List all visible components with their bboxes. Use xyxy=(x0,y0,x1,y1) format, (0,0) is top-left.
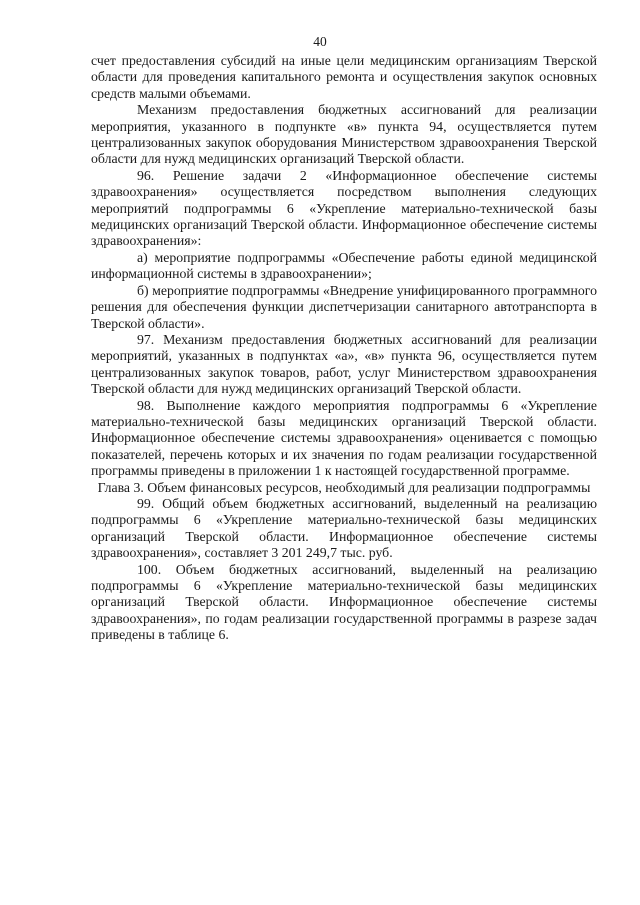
chapter-heading: Глава 3. Объем финансовых ресурсов, необходимый для реализации подпрограммы xyxy=(97,479,591,495)
list-item-b: б) мероприятие подпрограммы «Внедрение унифицированного программного решения для обеспечения функции диспетчеризации санитарного автотранспорта в Тверской области». xyxy=(91,282,597,331)
paragraph-100: 100. Объем бюджетных ассигнований, выделенный на реализацию подпрограммы 6 «Укрепление материально-технической базы медицинских организаций Тверской области. Информационное обеспечение системы здравоохранения», по годам реализации государственной программы в разрезе задач приведены в таблице 6. xyxy=(91,561,597,643)
paragraph-96: 96. Решение задачи 2 «Информационное обеспечение системы здравоохранения» осуществляется посредством выполнения следующих мероприятий подпрограммы 6 «Укрепление материально-технической базы медицинских организаций Тверской области. Информационное обеспечение системы здравоохранения»: xyxy=(91,167,597,249)
paragraph-97: 97. Механизм предоставления бюджетных ассигнований для реализации мероприятий, указанных в подпунктах «а», «в» пункта 96, осуществляется путем централизованных закупок товаров, работ, услуг Министерством здравоохранения Тверской области для нужд медицинских организаций Тверской области. xyxy=(91,331,597,397)
document-body xyxy=(91,53,597,644)
paragraph-98: 98. Выполнение каждого мероприятия подпрограммы 6 «Укрепление материально-технической базы медицинских организаций Тверской области. Информационное обеспечение системы здравоохранения» оценивается с помощью показателей, перечень которых и их значения по годам реализации государственной программы приведены в приложении 1 к настоящей государственной программе. xyxy=(91,397,597,479)
page-number: 40 xyxy=(313,34,327,49)
list-item-a: а) мероприятие подпрограммы «Обеспечение работы единой медицинской информационной системы в здравоохранении»; xyxy=(91,249,597,282)
paragraph-continuation: счет предоставления субсидий на иные цели медицинским организациям Тверской области для проведения капитального ремонта и осуществления закупок основных средств малыми объемами. xyxy=(91,53,597,101)
paragraph-99: 99. Общий объем бюджетных ассигнований, выделенный на реализацию подпрограммы 6 «Укрепление материально-технической базы медицинских организаций Тверской области. Информационное обеспечение системы здравоохранения», составляет 3 201 249,7 тыс. руб. xyxy=(91,495,597,561)
paragraph-mechanism-94: Механизм предоставления бюджетных ассигнований для реализации мероприятия, указанного в подпункте «в» пункта 94, осуществляется путем централизованных закупок оборудования Министерством здравоохранения Тверской области для нужд медицинских организаций Тверской области. xyxy=(91,102,597,167)
